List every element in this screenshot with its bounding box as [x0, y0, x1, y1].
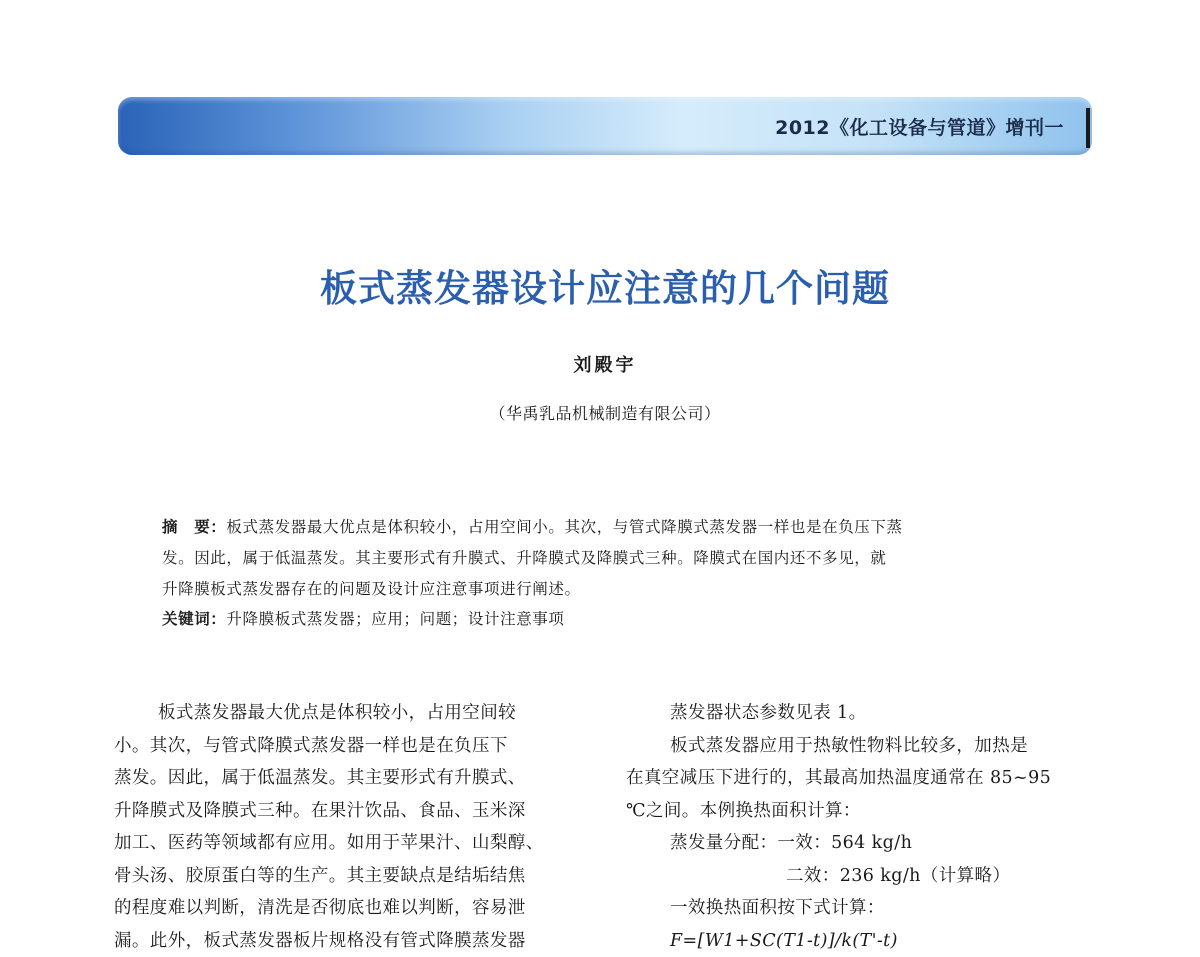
body-left-line: 的程度难以判断，清洗是否彻底也难以判断，容易泄	[114, 892, 584, 925]
body-left-line: 漏。此外，板式蒸发器板片规格没有管式降膜蒸发器	[114, 925, 584, 957]
journal-name: 2012《化工设备与管道》增刊一	[775, 113, 1064, 140]
abstract-label: 摘 要：	[162, 518, 226, 536]
body-right-line: 蒸发量分配：一效：564 kg/h	[626, 827, 1096, 860]
abstract-text-1: 板式蒸发器最大优点是体积较小，占用空间小。其次，与管式降膜式蒸发器一样也是在负压下蒸	[226, 518, 902, 536]
formula-line: F=[W1+SC(T1-t)]/k(T'-t)	[626, 925, 1096, 957]
body-right-line: ℃之间。本例换热面积计算：	[626, 795, 1096, 828]
abstract-line-1	[162, 512, 1052, 543]
body-left-line: 蒸发。因此，属于低温蒸发。其主要形式有升膜式、	[114, 762, 584, 795]
abstract-line-2: 发。因此，属于低温蒸发。其主要形式有升膜式、升降膜式及降膜式三种。降膜式在国内还不多见，就	[162, 543, 1052, 574]
body-right-line: 一效换热面积按下式计算：	[626, 892, 1096, 925]
body-left-line: 小。其次，与管式降膜式蒸发器一样也是在负压下	[114, 730, 584, 763]
body-left-line: 板式蒸发器最大优点是体积较小，占用空间较	[114, 697, 584, 730]
keywords-label: 关键词：	[162, 610, 226, 628]
body-column-left	[114, 697, 584, 957]
body-column-right	[626, 697, 1096, 957]
keywords-text: 升降膜板式蒸发器；应用；问题；设计注意事项	[226, 610, 564, 628]
body-left-line: 骨头汤、胶原蛋白等的生产。其主要缺点是结垢结焦	[114, 860, 584, 893]
body-right-line: 在真空减压下进行的，其最高加热温度通常在 85~95	[626, 762, 1096, 795]
body-right-line: 板式蒸发器应用于热敏性物料比较多，加热是	[626, 730, 1096, 763]
banner-edge-mark	[1086, 108, 1090, 148]
author-name: 刘殿宇	[0, 351, 1200, 377]
abstract-line-3: 升降膜板式蒸发器存在的问题及设计应注意事项进行阐述。	[162, 574, 1052, 605]
author-affiliation: （华禹乳品机械制造有限公司）	[0, 401, 1200, 424]
body-left-line: 加工、医药等领域都有应用。如用于苹果汁、山梨醇、	[114, 827, 584, 860]
keywords-block	[162, 604, 1052, 635]
abstract-block	[162, 512, 1052, 605]
body-right-line: 二效：236 kg/h（计算略）	[626, 860, 1096, 893]
body-right-line: 蒸发器状态参数见表 1。	[626, 697, 1096, 730]
body-left-line: 升降膜式及降膜式三种。在果汁饮品、食品、玉米深	[114, 795, 584, 828]
paper-title: 板式蒸发器设计应注意的几个问题	[0, 258, 1200, 312]
